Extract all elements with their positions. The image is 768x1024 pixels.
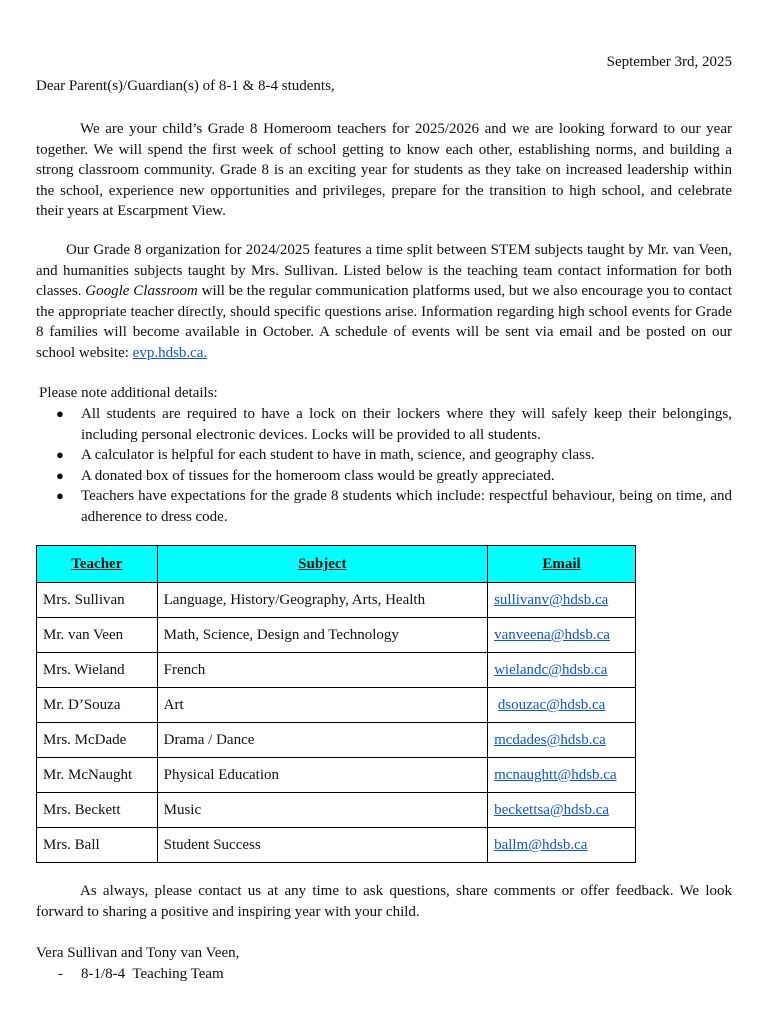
notes-heading: Please note additional details: xyxy=(39,385,218,401)
google-classroom-text: Google Classroom xyxy=(85,283,198,299)
bullet-icon: ● xyxy=(56,406,64,421)
email-link[interactable]: mcdades@hdsb.ca xyxy=(494,731,606,748)
teaching-team-line xyxy=(58,964,224,985)
table-row xyxy=(37,793,636,828)
teacher-cell: Mrs. Sullivan xyxy=(37,583,158,618)
teacher-cell: Mr. McNaught xyxy=(37,758,158,793)
bullet-icon: ● xyxy=(56,488,64,503)
note-item: ● Teachers have expectations for the grade 8 students which include: respectful behaviour, being on time, and adherence to dress code. xyxy=(56,488,732,525)
email-cell xyxy=(488,583,636,618)
table-row xyxy=(37,618,636,653)
note-item: ● All students are required to have a lock on their lockers where they will safely keep their belongings, including personal electronic devices. Locks will be provided to all students. xyxy=(56,406,732,443)
header-subject: Subject xyxy=(157,546,487,583)
email-cell xyxy=(488,758,636,793)
teaching-team-label: 8-1/8-4 Teaching Team xyxy=(81,966,224,982)
table-row xyxy=(37,828,636,863)
school-website-link[interactable]: evp.hdsb.ca. xyxy=(132,344,208,361)
table-row xyxy=(37,688,636,723)
teacher-contact-table xyxy=(36,545,636,863)
bullet-icon: ● xyxy=(56,467,64,483)
note-item: ● A calculator is helpful for each student to have in math, science, and geography class. xyxy=(36,445,732,466)
organization-paragraph xyxy=(36,240,732,363)
subject-cell: Math, Science, Design and Technology xyxy=(157,618,487,653)
subject-cell: Art xyxy=(157,688,487,723)
teacher-cell: Mrs. McDade xyxy=(37,723,158,758)
table-row xyxy=(37,723,636,758)
organization-text-2: will be the regular communication platforms used, but we also encourage you to contact the appropriate teacher directly, should specific questions arise. Information regarding high school events for Grade 8 families will become available in October. A schedule of events will be sent via email and be posted on our school website: xyxy=(36,283,732,361)
teacher-cell: Mrs. Wieland xyxy=(37,653,158,688)
email-link[interactable]: mcnaughtt@hdsb.ca xyxy=(494,766,617,783)
email-link[interactable]: ballm@hdsb.ca xyxy=(494,836,588,853)
subject-cell: French xyxy=(157,653,487,688)
email-link[interactable]: dsouzac@hdsb.ca xyxy=(497,696,606,713)
email-link[interactable]: wielandc@hdsb.ca xyxy=(494,661,608,678)
email-cell xyxy=(488,723,636,758)
subject-cell: Student Success xyxy=(157,828,487,863)
teacher-cell: Mr. van Veen xyxy=(37,618,158,653)
subject-cell: Music xyxy=(157,793,487,828)
teacher-cell: Mr. D’Souza xyxy=(37,688,158,723)
teacher-cell: Mrs. Ball xyxy=(37,828,158,863)
email-link[interactable]: beckettsa@hdsb.ca xyxy=(494,801,610,818)
table-header-row xyxy=(37,546,636,583)
letter-date: September 3rd, 2025 xyxy=(606,54,732,70)
subject-cell: Physical Education xyxy=(157,758,487,793)
signature: Vera Sullivan and Tony van Veen, xyxy=(36,945,240,961)
table-row xyxy=(37,583,636,618)
intro-paragraph: We are your child’s Grade 8 Homeroom teachers for 2025/2026 and we are looking forward to our year together. We will spend the first week of school getting to know each other, establishing norms, and building a strong classroom community. Grade 8 is an exciting year for students as they take on increased leadership within the school, experience new opportunities and privileges, prepare for the transition to high school, and celebrate their years at Escarpment View. xyxy=(36,121,732,219)
header-teacher: Teacher xyxy=(37,546,158,583)
email-cell xyxy=(488,618,636,653)
organization-text-1: Our Grade 8 organization for 2024/2025 features a time split between STEM subjects taught by Mr. van Veen, and humanities subjects taught by Mrs. Sullivan. Listed below is the teaching team contact information for both classes. xyxy=(36,242,732,299)
email-cell xyxy=(488,653,636,688)
header-email: Email xyxy=(488,546,636,583)
table-row xyxy=(37,758,636,793)
table-row xyxy=(37,653,636,688)
email-link[interactable]: sullivanv@hdsb.ca xyxy=(494,591,609,608)
email-cell xyxy=(488,828,636,863)
subject-cell: Language, History/Geography, Arts, Health xyxy=(157,583,487,618)
dash-marker: - xyxy=(58,966,63,982)
bullet-icon: ● xyxy=(56,447,64,462)
greeting: Dear Parent(s)/Guardian(s) of 8-1 & 8-4 students, xyxy=(36,78,335,94)
closing-paragraph: As always, please contact us at any time to ask questions, share comments or offer feedback. We look forward to sharing a positive and inspiring year with your child. xyxy=(36,883,732,920)
subject-cell: Drama / Dance xyxy=(157,723,487,758)
email-link[interactable]: vanveena@hdsb.ca xyxy=(494,626,610,643)
email-cell xyxy=(488,793,636,828)
teacher-cell: Mrs. Beckett xyxy=(37,793,158,828)
note-item: ● A donated box of tissues for the homeroom class would be greatly appreciated. xyxy=(36,466,732,487)
email-cell xyxy=(488,688,636,723)
notes-list xyxy=(36,404,732,527)
